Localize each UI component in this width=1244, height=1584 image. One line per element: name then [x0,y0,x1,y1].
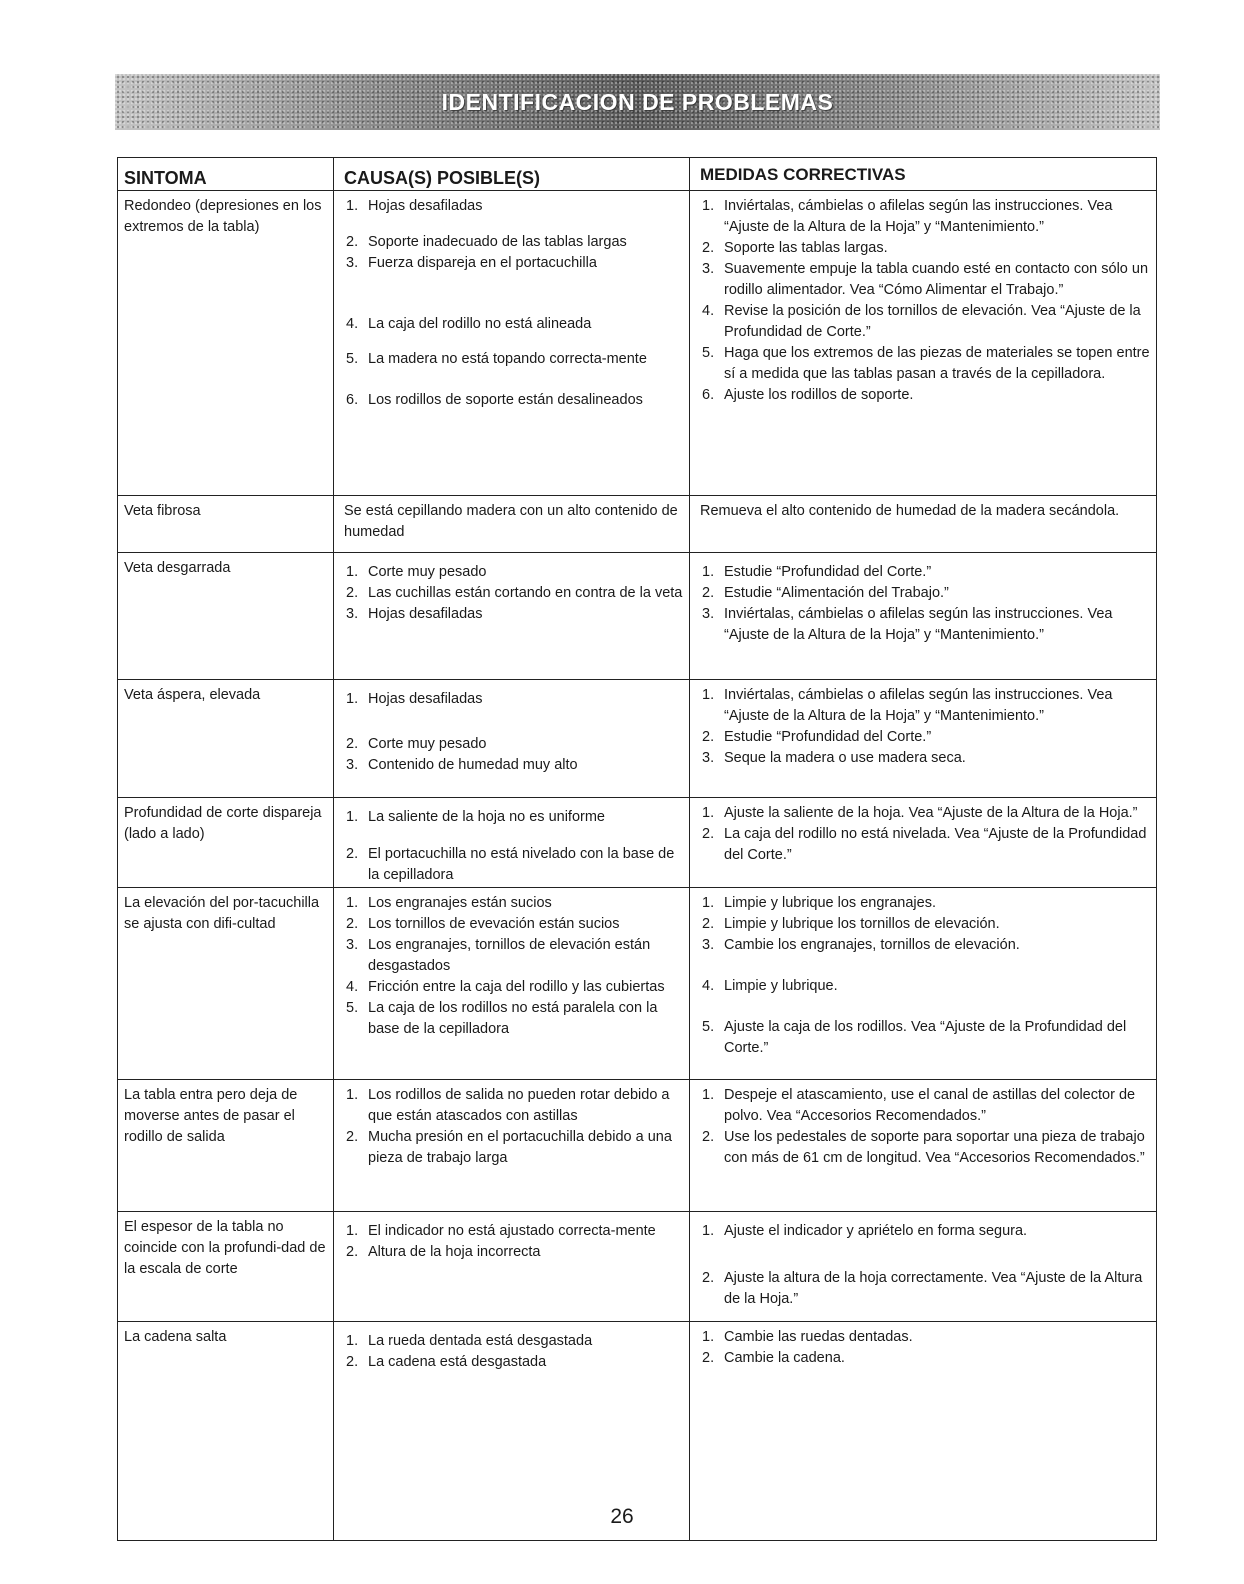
measures-cell [689,1080,1156,1211]
item-text: La madera no está topando correcta-mente [368,351,647,367]
item-number: 1. [346,1223,359,1239]
item-number: 2. [346,585,359,601]
item-number: 2. [346,736,359,752]
item-text: Los engranajes, tornillos de elevación están desgastados [368,937,651,974]
item-number: 2. [346,916,359,932]
item-text: Los engranajes están sucios [368,895,552,911]
list-item [700,685,1152,727]
item-number: 1. [702,564,715,580]
measures-cell [689,1212,1156,1321]
list-item [700,343,1152,385]
item-text: Los tornillos de evevación están sucios [368,916,620,932]
item-text: Ajuste los rodillos de soporte. [724,387,914,403]
list-item [344,755,683,776]
item-number: 1. [702,687,715,703]
table-row [118,1080,1156,1212]
list-item [344,1085,683,1127]
item-number: 2. [702,1129,715,1145]
list-item [700,935,1152,956]
list-item [700,1127,1152,1169]
symptom-cell: Redondeo (depresiones en los extremos de la tabla) [124,198,322,235]
item-text: Suavemente empuje la tabla cuando esté en contacto con sólo un rodillo alimentador. Vea “Cómo Alimentar el Trabajo.” [724,261,1149,298]
list-item [344,977,683,998]
item-number: 1. [346,564,359,580]
list-item [344,689,683,710]
item-number: 3. [702,606,715,622]
item-number: 1. [346,1333,359,1349]
item-number: 2. [346,1354,359,1370]
item-number: 3. [346,255,359,271]
item-number: 1. [346,895,359,911]
list-item [700,748,1152,769]
item-text: Limpie y lubrique los engranajes. [724,895,936,911]
item-text: Mucha presión en el portacuchilla debido a una pieza de trabajo larga [368,1129,672,1166]
table-row [118,191,1156,496]
item-number: 4. [702,978,715,994]
item-text: Hojas desafiladas [368,198,483,214]
item-text: El indicador no está ajustado correcta-mente [368,1223,656,1239]
list-item [700,1221,1152,1242]
item-number: 6. [702,387,715,403]
item-text: La caja del rodillo no está alineada [368,316,592,332]
list-item [700,301,1152,343]
item-number: 1. [702,895,715,911]
item-text: Cambie la cadena. [724,1350,845,1366]
item-number: 4. [702,303,715,319]
causes-cell [333,798,689,891]
table-row [118,1212,1156,1322]
symptom-cell: El espesor de la tabla no coincide con la profundi-dad de la escala de corte [124,1219,326,1277]
item-text: Ajuste la saliente de la hoja. Vea “Ajuste de la Altura de la Hoja.” [724,805,1138,821]
item-number: 2. [346,1129,359,1145]
measures-cell [689,680,1156,797]
list-item [700,824,1152,866]
item-number: 3. [346,937,359,953]
symptom-cell: Veta fibrosa [124,503,201,519]
list-item [344,349,683,370]
item-number: 4. [346,979,359,995]
symptom-cell: La cadena salta [124,1329,227,1345]
item-number: 1. [346,809,359,825]
list-item [344,1352,683,1373]
item-text: Inviértalas, cámbielas o afilelas según las instrucciones. Vea “Ajuste de la Altura de la Hoja” y “Mantenimiento.” [724,606,1113,643]
list-item [700,1017,1152,1059]
causes-cell [333,496,689,552]
item-text: La caja del rodillo no está nivelada. Vea “Ajuste de la Profundidad del Corte.” [724,826,1147,863]
causes-cell [333,680,689,797]
list-item [344,1331,683,1352]
item-text: Ajuste la altura de la hoja correctamente. Vea “Ajuste de la Altura de la Hoja.” [724,1270,1143,1307]
item-text: Hojas desafiladas [368,691,483,707]
list-item [700,501,1152,522]
troubleshooting-table [117,157,1157,1541]
list-item [700,1327,1152,1348]
item-text: Corte muy pesado [368,736,487,752]
list-item [344,253,683,274]
item-number: 3. [702,937,715,953]
list-item [344,844,683,886]
item-number: 2. [702,826,715,842]
page-title: IDENTIFICACION DE PROBLEMAS [441,88,834,115]
list-item [344,1221,683,1242]
item-number: 2. [702,585,715,601]
item-text: Estudie “Alimentación del Trabajo.” [724,585,949,601]
title-banner [115,74,1160,130]
item-number: 1. [702,1329,715,1345]
item-text: Los rodillos de soporte están desalineados [368,392,643,408]
list-item [344,232,683,253]
page-number: 26 [610,1505,634,1528]
item-number: 2. [702,729,715,745]
item-text: Use los pedestales de soporte para soportar una pieza de trabajo con más de 61 cm de longitud. Vea “Accesorios Recomendados.” [724,1129,1145,1166]
item-text: Las cuchillas están cortando en contra de la veta [368,585,683,601]
symptom-cell: Veta áspera, elevada [124,687,261,703]
header-causes: CAUSA(S) POSIBLE(S) [333,158,689,190]
list-item [700,1085,1152,1127]
item-number: 2. [702,240,715,256]
item-number: 2. [346,1244,359,1260]
list-item [344,893,683,914]
symptom-cell: Profundidad de corte dispareja (lado a lado) [124,805,322,842]
item-number: 1. [702,1223,715,1239]
table-row [118,553,1156,680]
list-item [700,604,1152,646]
item-number: 3. [702,261,715,277]
list-item [700,238,1152,259]
list-item [700,727,1152,748]
item-text: Se está cepillando madera con un alto contenido de humedad [344,503,678,540]
item-number: 2. [702,916,715,932]
table-row [118,496,1156,553]
list-item [344,807,683,828]
item-number: 5. [702,345,715,361]
item-text: Despeje el atascamiento, use el canal de astillas del colector de polvo. Vea “Accesorios Recomendados.” [724,1087,1136,1124]
item-text: Fricción entre la caja del rodillo y las cubiertas [368,979,665,995]
causes-cell [333,553,689,679]
measures-cell [689,888,1156,1079]
list-item [344,734,683,755]
header-measures: MEDIDAS CORRECTIVAS [689,158,1156,190]
table-row [118,798,1156,888]
item-number: 3. [346,757,359,773]
list-item [344,501,683,543]
item-number: 2. [702,1350,715,1366]
item-number: 1. [346,1087,359,1103]
list-item [344,562,683,583]
item-text: La saliente de la hoja no es uniforme [368,809,605,825]
item-text: La cadena está desgastada [368,1354,547,1370]
item-text: Contenido de humedad muy alto [368,757,578,773]
symptom-cell: Veta desgarrada [124,560,231,576]
measures-cell [689,191,1156,495]
item-number: 3. [702,750,715,766]
item-text: Cambie los engranajes, tornillos de elevación. [724,937,1020,953]
list-item [700,914,1152,935]
item-text: Haga que los extremos de las piezas de materiales se topen entre sí a medida que las tablas pasan a través de la cepilladora. [724,345,1150,382]
symptom-cell: La tabla entra pero deja de moverse antes de pasar el rodillo de salida [124,1087,298,1145]
list-item [700,583,1152,604]
item-text: Inviértalas, cámbielas o afilelas según las instrucciones. Vea “Ajuste de la Altura de la Hoja” y “Mantenimiento.” [724,198,1113,235]
list-item [700,196,1152,238]
measures-cell [689,798,1156,891]
item-text: Estudie “Profundidad del Corte.” [724,729,932,745]
item-text: Ajuste la caja de los rodillos. Vea “Ajuste de la Profundidad del Corte.” [724,1019,1127,1056]
item-text: Altura de la hoja incorrecta [368,1244,541,1260]
list-item [344,914,683,935]
item-text: Cambie las ruedas dentadas. [724,1329,913,1345]
table-row [118,888,1156,1080]
table-row [118,680,1156,798]
item-text: La rueda dentada está desgastada [368,1333,593,1349]
item-text: Seque la madera o use madera seca. [724,750,966,766]
list-item [700,259,1152,301]
item-text: Soporte inadecuado de las tablas largas [368,234,627,250]
list-item [700,1348,1152,1369]
item-text: Corte muy pesado [368,564,487,580]
list-item [344,1242,683,1263]
header-symptom: SINTOMA [124,168,207,188]
item-text: La caja de los rodillos no está paralela con la base de la cepilladora [368,1000,658,1037]
list-item [344,196,683,217]
item-text: Revise la posición de los tornillos de elevación. Vea “Ajuste de la Profundidad de Corte.” [724,303,1141,340]
list-item [344,604,683,625]
item-number: 1. [346,691,359,707]
list-item [344,935,683,977]
causes-cell [333,191,689,495]
list-item [700,562,1152,583]
item-number: 5. [346,351,359,367]
item-number: 2. [346,234,359,250]
item-text: Los rodillos de salida no pueden rotar debido a que están atascados con astillas [368,1087,670,1124]
item-text: Fuerza dispareja en el portacuchilla [368,255,597,271]
table-body [118,191,1156,1540]
causes-cell [333,1212,689,1321]
list-item [344,998,683,1040]
list-item [700,1268,1152,1310]
item-number: 3. [346,606,359,622]
item-number: 1. [702,805,715,821]
item-number: 4. [346,316,359,332]
item-text: Limpie y lubrique los tornillos de elevación. [724,916,1000,932]
item-text: El portacuchilla no está nivelado con la base de la cepilladora [368,846,675,883]
item-number: 5. [702,1019,715,1035]
item-number: 5. [346,1000,359,1016]
item-text: Ajuste el indicador y apriételo en forma segura. [724,1223,1028,1239]
item-number: 1. [702,1087,715,1103]
item-number: 1. [702,198,715,214]
item-number: 2. [346,846,359,862]
item-text: Soporte las tablas largas. [724,240,888,256]
measures-cell [689,553,1156,679]
list-item [344,314,683,335]
item-number: 6. [346,392,359,408]
list-item [344,1127,683,1169]
item-text: Remueva el alto contenido de humedad de la madera secándola. [700,503,1120,519]
item-text: Inviértalas, cámbielas o afilelas según las instrucciones. Vea “Ajuste de la Altura de la Hoja” y “Mantenimiento.” [724,687,1113,724]
list-item [700,976,1152,997]
list-item [344,583,683,604]
symptom-cell: La elevación del por-tacuchilla se ajusta con difi-cultad [124,895,320,932]
list-item [700,893,1152,914]
measures-cell [689,496,1156,552]
item-text: Estudie “Profundidad del Corte.” [724,564,932,580]
item-text: Limpie y lubrique. [724,978,838,994]
table-header [118,158,1156,191]
causes-cell [333,1080,689,1211]
causes-cell [333,888,689,1079]
item-number: 1. [346,198,359,214]
list-item [700,385,1152,406]
list-item [344,390,683,411]
item-text: Hojas desafiladas [368,606,483,622]
item-number: 2. [702,1270,715,1286]
list-item [700,803,1152,824]
